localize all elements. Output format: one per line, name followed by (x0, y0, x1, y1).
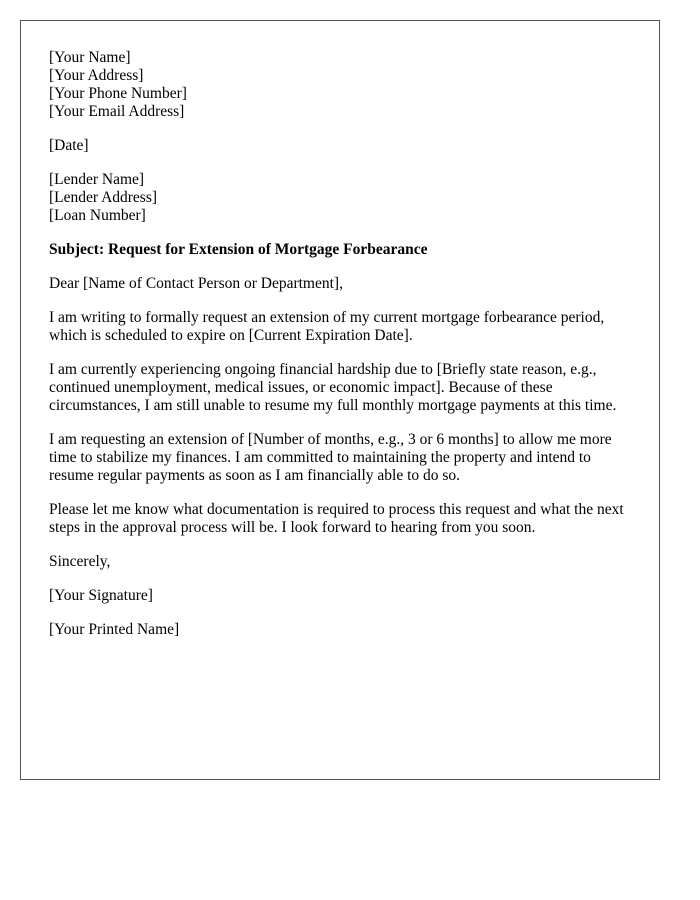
sender-phone: [Your Phone Number] (49, 85, 187, 102)
sender-block (49, 49, 631, 121)
sender-email: [Your Email Address] (49, 103, 185, 120)
body-paragraph-2: I am currently experiencing ongoing financial hardship due to [Briefly state reason, e.g., continued unemployment, medical issues, or economic impact]. Because of these circumstances, I am still unable to resume my full monthly mortgage payments at this time. (49, 361, 617, 414)
letter-date: [Date] (49, 137, 89, 154)
printed-name: [Your Printed Name] (49, 621, 180, 638)
signature-placeholder: [Your Signature] (49, 587, 153, 604)
body-paragraph-4: Please let me know what documentation is required to process this request and what the next steps in the approval process will be. I look forward to hearing from you soon. (49, 501, 624, 536)
salutation: Dear [Name of Contact Person or Department], (49, 275, 343, 292)
recipient-name: [Lender Name] (49, 171, 145, 188)
closing: Sincerely, (49, 553, 111, 570)
loan-number: [Loan Number] (49, 207, 146, 224)
recipient-address: [Lender Address] (49, 189, 158, 206)
sender-name: [Your Name] (49, 49, 131, 66)
sender-address: [Your Address] (49, 67, 144, 84)
subject-line: Subject: Request for Extension of Mortgage Forbearance (49, 241, 428, 258)
date-block (49, 137, 631, 155)
recipient-block (49, 171, 631, 225)
body-paragraph-3: I am requesting an extension of [Number of months, e.g., 3 or 6 months] to allow me more time to stabilize my finances. I am committed to maintaining the property and intend to resume regular payments as soon as I am financially able to do so. (49, 431, 612, 484)
body-paragraph-1: I am writing to formally request an extension of my current mortgage forbearance period, which is scheduled to expire on [Current Expiration Date]. (49, 309, 605, 344)
letter-page (20, 20, 660, 780)
